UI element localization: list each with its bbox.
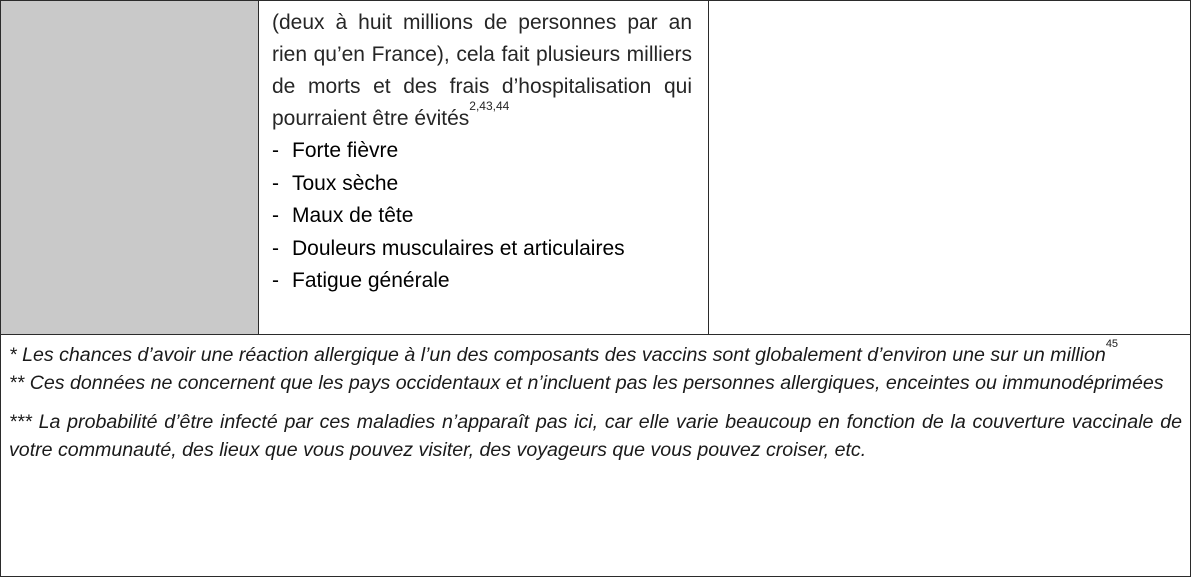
list-dash: -: [272, 269, 279, 292]
disease-name-cell: [1, 1, 259, 334]
symptom-label: Fatigue générale: [292, 269, 450, 292]
footnote-1-text: * Les chances d’avoir une réaction allergique à l’un des composants des vaccins sont globalement d’environ une sur un million: [9, 344, 1106, 366]
description-text: (deux à huit millions de personnes par an rien qu’en France), cela fait plusieurs milliers de morts et des frais d’hospitalisation qui pourraient être évités: [272, 11, 692, 130]
list-dash: -: [272, 139, 279, 162]
list-dash: -: [272, 236, 279, 260]
reference-numbers: 2,43,44: [469, 99, 510, 113]
symptom-label: Forte fièvre: [292, 139, 399, 162]
list-item: [272, 168, 692, 201]
list-item: [272, 135, 692, 168]
symptom-label: Maux de tête: [292, 204, 414, 227]
footnote-1: [9, 338, 1182, 369]
symptom-label: Douleurs musculaires et articulaires: [292, 236, 625, 260]
list-dash: -: [272, 171, 279, 195]
symptom-list: [272, 135, 692, 298]
symptom-label: Toux sèche: [292, 171, 399, 195]
footnote-2: ** Ces données ne concernent que les pays occidentaux et n’incluent pas les personnes allergiques, enceintes ou immunodéprimées: [9, 372, 1164, 394]
footnote-3: *** La probabilité d’être infecté par ces maladies n’apparaît pas ici, car elle varie beaucoup en fonction de la couverture vaccinale de votre communauté, des lieux que vous pouvez visiter, des voyageurs que vous pouvez croiser, etc.: [9, 411, 1182, 461]
description-paragraph: [272, 7, 692, 135]
list-item: [272, 233, 692, 266]
empty-cell: [709, 1, 1190, 334]
list-dash: -: [272, 204, 279, 227]
table-row-disease: [1, 1, 1190, 335]
list-item: [272, 200, 692, 233]
list-item: [272, 265, 692, 298]
footnote-1-ref: 45: [1105, 338, 1119, 350]
footnotes-row: [1, 335, 1190, 576]
description-cell: [259, 1, 709, 334]
